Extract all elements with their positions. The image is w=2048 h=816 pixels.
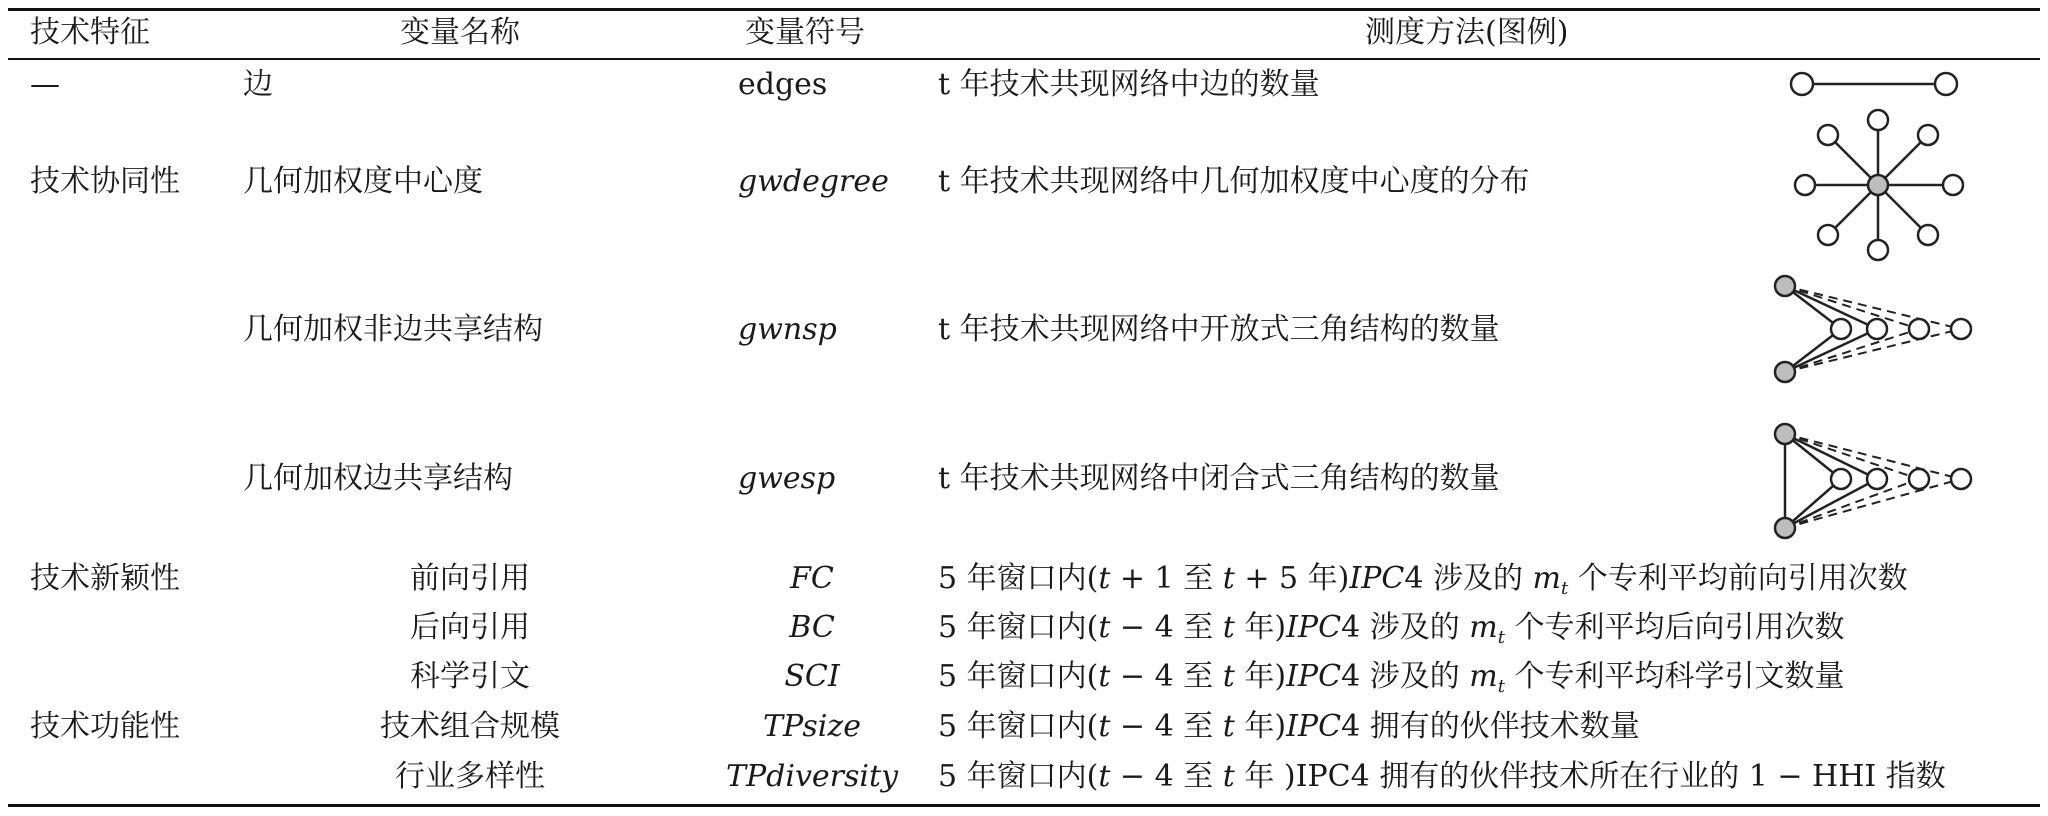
- row-symbol: gwesp: [738, 461, 836, 496]
- row-method: t 年技术共现网络中边的数量: [938, 67, 1320, 102]
- row-method: t 年技术共现网络中几何加权度中心度的分布: [938, 164, 1530, 199]
- star-network-icon: [1780, 104, 1960, 274]
- single-edge-icon: [1780, 64, 1960, 104]
- row-method: 5 年窗口内(t − 4 至 t 年)IPC4 涉及的 $m_t$ 个专利平均科学引文数量: [938, 659, 1845, 697]
- row-symbol: gwdegree: [738, 164, 889, 199]
- header-name: 变量名称: [400, 15, 520, 50]
- header-feature: 技术特征: [30, 15, 150, 50]
- top-rule: [8, 8, 2040, 11]
- row-symbol: SCI: [784, 659, 840, 694]
- row-method: 5 年窗口内(t + 1 至 t + 5 年)IPC4 涉及的 $m_t$ 个专利平均前向引用次数: [938, 561, 1908, 599]
- row-symbol: edges: [738, 67, 828, 102]
- row-symbol: TPdiversity: [725, 759, 899, 794]
- row-name: 几何加权非边共享结构: [243, 312, 543, 347]
- row-feature: 技术功能性: [30, 709, 180, 744]
- row-name: 几何加权边共享结构: [243, 461, 513, 496]
- header-rule: [8, 58, 2040, 60]
- row-method: t 年技术共现网络中闭合式三角结构的数量: [938, 461, 1500, 496]
- row-method: t 年技术共现网络中开放式三角结构的数量: [938, 312, 1500, 347]
- row-method: 5 年窗口内(t − 4 至 t 年 )IPC4 拥有的伙伴技术所在行业的 1 − HHI 指数: [938, 759, 1946, 794]
- row-symbol: FC: [790, 561, 834, 596]
- row-name: 行业多样性: [395, 759, 545, 794]
- closed-triangle-icon: [1765, 418, 1965, 540]
- row-feature: 技术协同性: [30, 164, 180, 199]
- row-feature: —: [30, 67, 60, 102]
- row-feature: 技术新颖性: [30, 561, 180, 596]
- row-symbol: TPsize: [763, 709, 861, 744]
- header-symbol: 变量符号: [745, 15, 865, 50]
- row-method: 5 年窗口内(t − 4 至 t 年)IPC4 涉及的 $m_t$ 个专利平均后向引用次数: [938, 610, 1845, 648]
- row-name: 边: [243, 67, 273, 102]
- row-method: 5 年窗口内(t − 4 至 t 年)IPC4 拥有的伙伴技术数量: [938, 709, 1640, 744]
- header-method: 测度方法(图例): [1365, 15, 1569, 50]
- bottom-rule: [8, 804, 2040, 807]
- row-name: 技术组合规模: [380, 709, 560, 744]
- open-triangle-icon: [1765, 270, 1965, 390]
- row-symbol: gwnsp: [738, 312, 837, 347]
- row-name: 前向引用: [410, 561, 530, 596]
- row-name: 几何加权度中心度: [243, 164, 483, 199]
- row-name: 后向引用: [410, 610, 530, 645]
- row-symbol: BC: [789, 610, 835, 645]
- row-name: 科学引文: [410, 659, 530, 694]
